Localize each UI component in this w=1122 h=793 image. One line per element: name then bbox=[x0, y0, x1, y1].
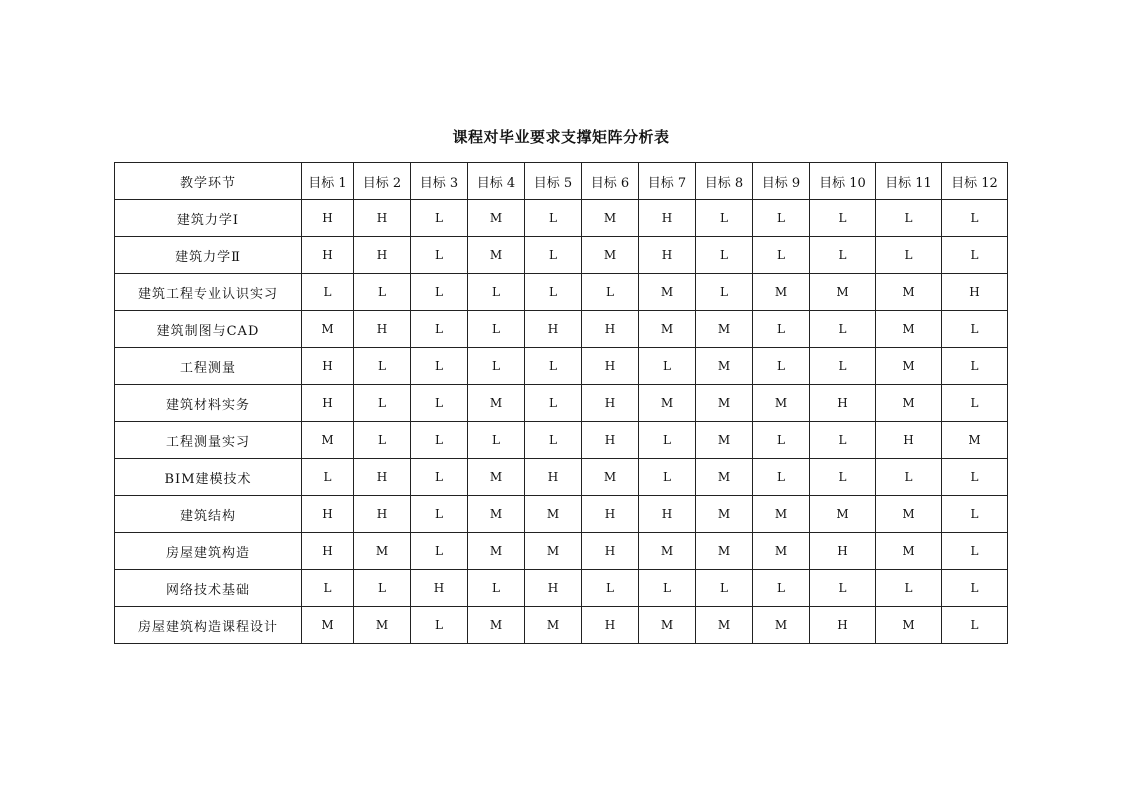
row-label-teaching-link: 工程测量实习 bbox=[115, 422, 302, 459]
table-row bbox=[115, 274, 1008, 311]
support-level-cell: L bbox=[354, 385, 411, 422]
support-level-cell: M bbox=[639, 607, 696, 644]
support-level-cell: M bbox=[302, 311, 354, 348]
row-label-teaching-link: 建筑结构 bbox=[115, 496, 302, 533]
support-level-cell: L bbox=[468, 422, 525, 459]
support-level-cell: L bbox=[753, 422, 810, 459]
support-level-cell: L bbox=[525, 348, 582, 385]
column-header-goal: 目标 12 bbox=[942, 163, 1008, 200]
support-level-cell: L bbox=[354, 570, 411, 607]
row-label-teaching-link: 建筑力学Ⅱ bbox=[115, 237, 302, 274]
row-label-teaching-link: 建筑制图与CAD bbox=[115, 311, 302, 348]
support-level-cell: M bbox=[696, 311, 753, 348]
row-label-teaching-link: 建筑材料实务 bbox=[115, 385, 302, 422]
support-level-cell: L bbox=[639, 459, 696, 496]
table-row bbox=[115, 200, 1008, 237]
support-level-cell: L bbox=[810, 348, 876, 385]
support-level-cell: M bbox=[876, 348, 942, 385]
support-level-cell: H bbox=[525, 570, 582, 607]
support-level-cell: M bbox=[696, 459, 753, 496]
column-header-goal: 目标 1 bbox=[302, 163, 354, 200]
support-level-cell: H bbox=[302, 237, 354, 274]
support-level-cell: M bbox=[696, 533, 753, 570]
support-level-cell: H bbox=[810, 385, 876, 422]
support-level-cell: M bbox=[468, 237, 525, 274]
support-level-cell: L bbox=[942, 348, 1008, 385]
support-level-cell: M bbox=[876, 274, 942, 311]
support-level-cell: M bbox=[696, 422, 753, 459]
table-row bbox=[115, 422, 1008, 459]
support-level-cell: H bbox=[582, 311, 639, 348]
support-level-cell: L bbox=[354, 348, 411, 385]
support-level-cell: M bbox=[582, 237, 639, 274]
support-level-cell: M bbox=[639, 311, 696, 348]
support-level-cell: M bbox=[876, 533, 942, 570]
support-level-cell: L bbox=[354, 422, 411, 459]
support-level-cell: H bbox=[302, 496, 354, 533]
support-level-cell: L bbox=[942, 459, 1008, 496]
support-level-cell: H bbox=[354, 496, 411, 533]
support-level-cell: L bbox=[411, 533, 468, 570]
column-header-goal: 目标 9 bbox=[753, 163, 810, 200]
table-row bbox=[115, 348, 1008, 385]
support-level-cell: H bbox=[302, 348, 354, 385]
support-level-cell: L bbox=[942, 607, 1008, 644]
support-level-cell: M bbox=[753, 607, 810, 644]
support-level-cell: H bbox=[302, 385, 354, 422]
table-header-row bbox=[115, 163, 1008, 200]
support-level-cell: L bbox=[582, 570, 639, 607]
support-level-cell: M bbox=[639, 385, 696, 422]
column-header-goal: 目标 10 bbox=[810, 163, 876, 200]
support-level-cell: L bbox=[942, 385, 1008, 422]
support-level-cell: M bbox=[525, 607, 582, 644]
support-level-cell: M bbox=[696, 385, 753, 422]
support-level-cell: M bbox=[753, 385, 810, 422]
column-header-teaching-link: 教学环节 bbox=[115, 163, 302, 200]
support-level-cell: L bbox=[582, 274, 639, 311]
support-level-cell: H bbox=[942, 274, 1008, 311]
support-level-cell: L bbox=[411, 385, 468, 422]
support-level-cell: L bbox=[639, 422, 696, 459]
support-level-cell: M bbox=[810, 274, 876, 311]
column-header-goal: 目标 6 bbox=[582, 163, 639, 200]
support-level-cell: L bbox=[302, 459, 354, 496]
support-level-cell: L bbox=[942, 237, 1008, 274]
support-level-cell: L bbox=[639, 348, 696, 385]
support-level-cell: M bbox=[876, 496, 942, 533]
column-header-goal: 目标 11 bbox=[876, 163, 942, 200]
support-level-cell: L bbox=[942, 496, 1008, 533]
support-level-cell: H bbox=[302, 200, 354, 237]
support-level-cell: L bbox=[876, 459, 942, 496]
support-level-cell: L bbox=[810, 200, 876, 237]
support-level-cell: M bbox=[942, 422, 1008, 459]
support-level-cell: M bbox=[876, 385, 942, 422]
support-level-cell: L bbox=[468, 570, 525, 607]
support-level-cell: L bbox=[942, 311, 1008, 348]
support-level-cell: H bbox=[810, 533, 876, 570]
support-level-cell: H bbox=[876, 422, 942, 459]
support-level-cell: L bbox=[468, 311, 525, 348]
support-level-cell: L bbox=[411, 459, 468, 496]
support-level-cell: L bbox=[525, 422, 582, 459]
support-level-cell: M bbox=[468, 200, 525, 237]
row-label-teaching-link: 房屋建筑构造 bbox=[115, 533, 302, 570]
support-level-cell: M bbox=[468, 496, 525, 533]
support-level-cell: H bbox=[639, 200, 696, 237]
table-row bbox=[115, 496, 1008, 533]
support-level-cell: M bbox=[639, 533, 696, 570]
support-level-cell: M bbox=[810, 496, 876, 533]
support-level-cell: H bbox=[354, 200, 411, 237]
support-level-cell: L bbox=[810, 459, 876, 496]
column-header-goal: 目标 4 bbox=[468, 163, 525, 200]
support-level-cell: H bbox=[582, 607, 639, 644]
support-level-cell: L bbox=[753, 311, 810, 348]
support-level-cell: M bbox=[696, 607, 753, 644]
row-label-teaching-link: 建筑力学Ⅰ bbox=[115, 200, 302, 237]
table-row bbox=[115, 607, 1008, 644]
support-level-cell: H bbox=[525, 459, 582, 496]
support-level-cell: L bbox=[696, 200, 753, 237]
support-level-cell: L bbox=[525, 237, 582, 274]
support-level-cell: L bbox=[696, 274, 753, 311]
support-level-cell: M bbox=[876, 607, 942, 644]
support-level-cell: H bbox=[582, 348, 639, 385]
support-level-cell: L bbox=[411, 200, 468, 237]
support-level-cell: H bbox=[354, 459, 411, 496]
support-level-cell: H bbox=[582, 496, 639, 533]
row-label-teaching-link: 房屋建筑构造课程设计 bbox=[115, 607, 302, 644]
support-level-cell: M bbox=[753, 496, 810, 533]
support-level-cell: M bbox=[525, 496, 582, 533]
support-level-cell: M bbox=[696, 496, 753, 533]
table-row bbox=[115, 459, 1008, 496]
support-level-cell: H bbox=[582, 533, 639, 570]
support-level-cell: H bbox=[582, 385, 639, 422]
support-level-cell: L bbox=[810, 570, 876, 607]
support-level-cell: L bbox=[753, 570, 810, 607]
row-label-teaching-link: BIM建模技术 bbox=[115, 459, 302, 496]
table-row bbox=[115, 311, 1008, 348]
support-level-cell: L bbox=[302, 570, 354, 607]
support-level-cell: L bbox=[411, 311, 468, 348]
support-level-cell: L bbox=[942, 200, 1008, 237]
support-level-cell: L bbox=[876, 200, 942, 237]
table-row bbox=[115, 570, 1008, 607]
support-level-cell: M bbox=[468, 533, 525, 570]
support-level-cell: L bbox=[411, 237, 468, 274]
support-level-cell: L bbox=[876, 570, 942, 607]
support-level-cell: M bbox=[468, 459, 525, 496]
support-level-cell: L bbox=[942, 570, 1008, 607]
table-body bbox=[115, 200, 1008, 644]
support-level-cell: H bbox=[582, 422, 639, 459]
support-level-cell: M bbox=[639, 274, 696, 311]
support-level-cell: M bbox=[302, 422, 354, 459]
support-level-cell: L bbox=[525, 274, 582, 311]
column-header-goal: 目标 3 bbox=[411, 163, 468, 200]
support-level-cell: L bbox=[753, 459, 810, 496]
support-level-cell: L bbox=[411, 607, 468, 644]
support-level-cell: L bbox=[411, 348, 468, 385]
support-level-cell: H bbox=[354, 311, 411, 348]
support-level-cell: M bbox=[876, 311, 942, 348]
support-level-cell: L bbox=[696, 237, 753, 274]
support-level-cell: M bbox=[753, 533, 810, 570]
support-level-cell: M bbox=[468, 607, 525, 644]
table-row bbox=[115, 533, 1008, 570]
support-level-cell: L bbox=[876, 237, 942, 274]
support-level-cell: L bbox=[639, 570, 696, 607]
table-row bbox=[115, 237, 1008, 274]
column-header-goal: 目标 7 bbox=[639, 163, 696, 200]
support-level-cell: M bbox=[753, 274, 810, 311]
support-level-cell: L bbox=[411, 274, 468, 311]
support-level-cell: H bbox=[810, 607, 876, 644]
document-title: 课程对毕业要求支撑矩阵分析表 bbox=[452, 128, 670, 146]
support-level-cell: H bbox=[639, 496, 696, 533]
support-level-cell: L bbox=[354, 274, 411, 311]
support-level-cell: L bbox=[525, 200, 582, 237]
support-level-cell: L bbox=[302, 274, 354, 311]
support-level-cell: M bbox=[302, 607, 354, 644]
support-level-cell: L bbox=[810, 311, 876, 348]
support-level-cell: M bbox=[525, 533, 582, 570]
support-level-cell: L bbox=[468, 348, 525, 385]
support-level-cell: H bbox=[354, 237, 411, 274]
support-level-cell: L bbox=[411, 496, 468, 533]
support-level-cell: L bbox=[810, 422, 876, 459]
support-level-cell: M bbox=[354, 607, 411, 644]
support-level-cell: L bbox=[810, 237, 876, 274]
support-level-cell: L bbox=[696, 570, 753, 607]
support-level-cell: M bbox=[468, 385, 525, 422]
column-header-goal: 目标 5 bbox=[525, 163, 582, 200]
support-level-cell: L bbox=[942, 533, 1008, 570]
support-level-cell: H bbox=[639, 237, 696, 274]
support-level-cell: H bbox=[525, 311, 582, 348]
support-level-cell: H bbox=[302, 533, 354, 570]
support-level-cell: L bbox=[468, 274, 525, 311]
support-level-cell: H bbox=[411, 570, 468, 607]
support-level-cell: M bbox=[354, 533, 411, 570]
support-level-cell: L bbox=[411, 422, 468, 459]
support-level-cell: L bbox=[753, 237, 810, 274]
row-label-teaching-link: 建筑工程专业认识实习 bbox=[115, 274, 302, 311]
support-level-cell: M bbox=[696, 348, 753, 385]
support-level-cell: L bbox=[753, 200, 810, 237]
support-level-cell: L bbox=[753, 348, 810, 385]
support-level-cell: M bbox=[582, 200, 639, 237]
support-level-cell: L bbox=[525, 385, 582, 422]
row-label-teaching-link: 网络技术基础 bbox=[115, 570, 302, 607]
table-row bbox=[115, 385, 1008, 422]
support-level-cell: M bbox=[582, 459, 639, 496]
column-header-goal: 目标 2 bbox=[354, 163, 411, 200]
support-matrix-table bbox=[114, 162, 1008, 644]
row-label-teaching-link: 工程测量 bbox=[115, 348, 302, 385]
column-header-goal: 目标 8 bbox=[696, 163, 753, 200]
